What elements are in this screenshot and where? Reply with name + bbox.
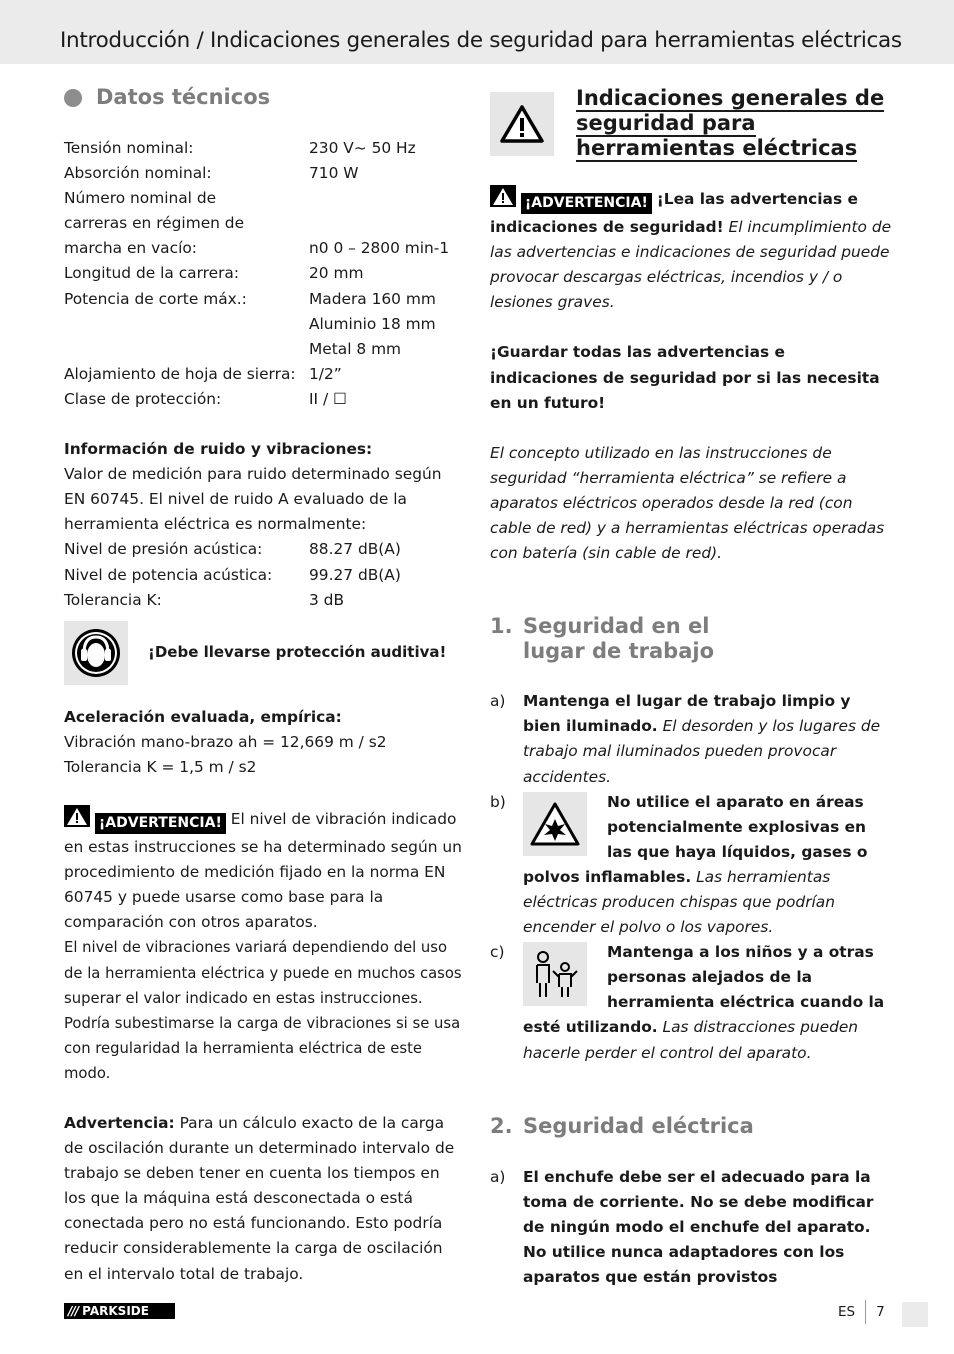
warning-label: ¡ADVERTENCIA!	[95, 813, 226, 834]
warning-label: ¡ADVERTENCIA!	[521, 193, 652, 214]
ear-protection-icon	[64, 621, 128, 685]
spec-row: Potencia de corte máx.: Madera 160 mm	[64, 289, 436, 308]
warning-triangle-icon	[490, 92, 554, 156]
noise-row: Nivel de presión acústica: 88.27 dB(A)	[64, 540, 401, 559]
tech-data-title: Datos técnicos	[96, 85, 271, 110]
vibration-text: El nivel de vibraciones variará dependiendo del uso de la herramienta eléctrica y puede en muchos casos superar el valor indicado en estas instrucciones. Podría subestimarse la carga de vibraciones si se usa con regularidad la herramienta eléctrica de este modo.	[64, 939, 462, 1082]
list-item: b) No utilice el aparato en áreas potencialmente explosivas en las que haya líquidos, gases o polvos inflamables. Las herramientas eléctricas producen chispas que podrían encender el polvo o los vapores.	[490, 792, 868, 937]
spec-list	[64, 136, 464, 412]
noise-row: Tolerancia K: 3 dB	[64, 590, 345, 609]
divider	[865, 1300, 866, 1324]
noise-text: Valor de medición para ruido determinado según EN 60745. El nivel de ruido A evaluado de la herramienta eléctrica es normalmente:	[64, 465, 442, 534]
advert-label: Advertencia:	[64, 1114, 175, 1132]
section-2-heading: 2. Seguridad eléctrica	[490, 1113, 754, 1138]
accel-line-1: Vibración mano-brazo ah = 12,669 m / s2	[64, 732, 387, 751]
spec-row: Absorción nominal: 710 W	[64, 164, 359, 183]
keep-children-away-icon	[523, 942, 587, 1006]
header-band	[0, 0, 954, 64]
gsi-title: Indicaciones generales de seguridad para herramientas eléctricas	[576, 86, 885, 160]
spec-row: carreras en régimen de	[64, 214, 245, 233]
page-title: Introducción / Indicaciones generales de seguridad para herramientas eléctricas	[60, 28, 902, 53]
noise-heading: Información de ruido y vibraciones:	[64, 440, 373, 459]
spec-row: Número nominal de	[64, 189, 217, 208]
warning-triangle-icon	[64, 805, 90, 835]
page-number: 7	[876, 1304, 885, 1320]
spec-row: Clase de protección: II / ☐	[64, 389, 347, 408]
noise-row: Nivel de potencia acústica: 99.27 dB(A)	[64, 565, 401, 584]
concept-text: El concepto utilizado en las instrucciones de seguridad “herramienta eléctrica” se refiere a aparatos eléctricos operados desde la red (con cable de red) y a herramientas eléctricas operadas con batería (sin cable de red).	[490, 443, 885, 563]
list-item: a) Mantenga el lugar de trabajo limpio y bien iluminado. El desorden y los lugares de trabajo mal iluminados pueden provocar accidentes.	[490, 692, 881, 786]
gsi-heading	[490, 86, 892, 161]
bullet-icon	[64, 89, 82, 107]
footer-tab	[902, 1302, 928, 1327]
right-column	[490, 86, 892, 1290]
accel-heading: Aceleración evaluada, empírica:	[64, 707, 342, 726]
brand-logo: /// PARKSIDE	[64, 1303, 175, 1319]
hearing-protection	[64, 621, 464, 685]
spec-row: Alojamiento de hoja de sierra: 1/2”	[64, 364, 342, 383]
tech-data-heading	[64, 84, 464, 112]
logo-slashes-icon: ///	[68, 1304, 79, 1318]
list-item: a) El enchufe debe ser el adecuado para la toma de corriente. No se debe modificar de ningún modo el enchufe del aparato. No utilice nunca adaptadores con los aparatos que están provistos	[490, 1167, 874, 1286]
spec-row: Aluminio 18 mm	[309, 314, 436, 333]
vibration-warning: ¡ADVERTENCIA! El nivel de vibración indicado en estas instrucciones se ha determinado según un procedimiento de medición fijado en la norma EN 60745 y puede usarse como base para la comparación con otros aparatos.	[64, 805, 464, 935]
advert-paragraph: Advertencia: Para un cálculo exacto de la carga de oscilación durante un determinado intervalo de trabajo se deben tener en cuenta los tiempos en los que la máquina está desconectada o está conectada pero no está funcionando. Esto podría reducir considerablemente la carga de oscilación en el intervalo total de trabajo.	[64, 1114, 455, 1283]
spec-row: Longitud de la carrera: 20 mm	[64, 264, 364, 283]
spec-row: marcha en vacío: n0 0 – 2800 min-1	[64, 239, 450, 258]
list-item: c) Mantenga a los niños y a otras personas alejados de la herramienta eléctrica cuando la esté utilizando. Las distracciones pueden hacerle perder el control del aparato.	[490, 943, 885, 1062]
accel-line-2: Tolerancia K = 1,5 m / s2	[64, 757, 257, 776]
spec-row: Metal 8 mm	[309, 339, 402, 358]
language-code: ES	[838, 1304, 856, 1320]
explosion-hazard-icon	[523, 792, 587, 856]
keep-instructions: ¡Guardar todas las advertencias e indicaciones de seguridad por si las necesita en un futuro!	[490, 343, 880, 412]
gsi-warning: ¡ADVERTENCIA! ¡Lea las advertencias e indicaciones de seguridad! El incumplimiento de las advertencias e indicaciones de seguridad puede provocar descargas eléctricas, incendios y / o lesiones graves.	[490, 185, 892, 315]
page-number-area	[838, 1300, 885, 1324]
spec-row: Tensión nominal: 230 V~ 50 Hz	[64, 139, 416, 157]
warning-triangle-icon	[490, 185, 516, 215]
hearing-protection-text: ¡Debe llevarse protección auditiva!	[148, 643, 447, 662]
section-1-heading: 1. Seguridad en el lugar de trabajo	[490, 614, 714, 664]
left-column	[64, 84, 464, 1287]
